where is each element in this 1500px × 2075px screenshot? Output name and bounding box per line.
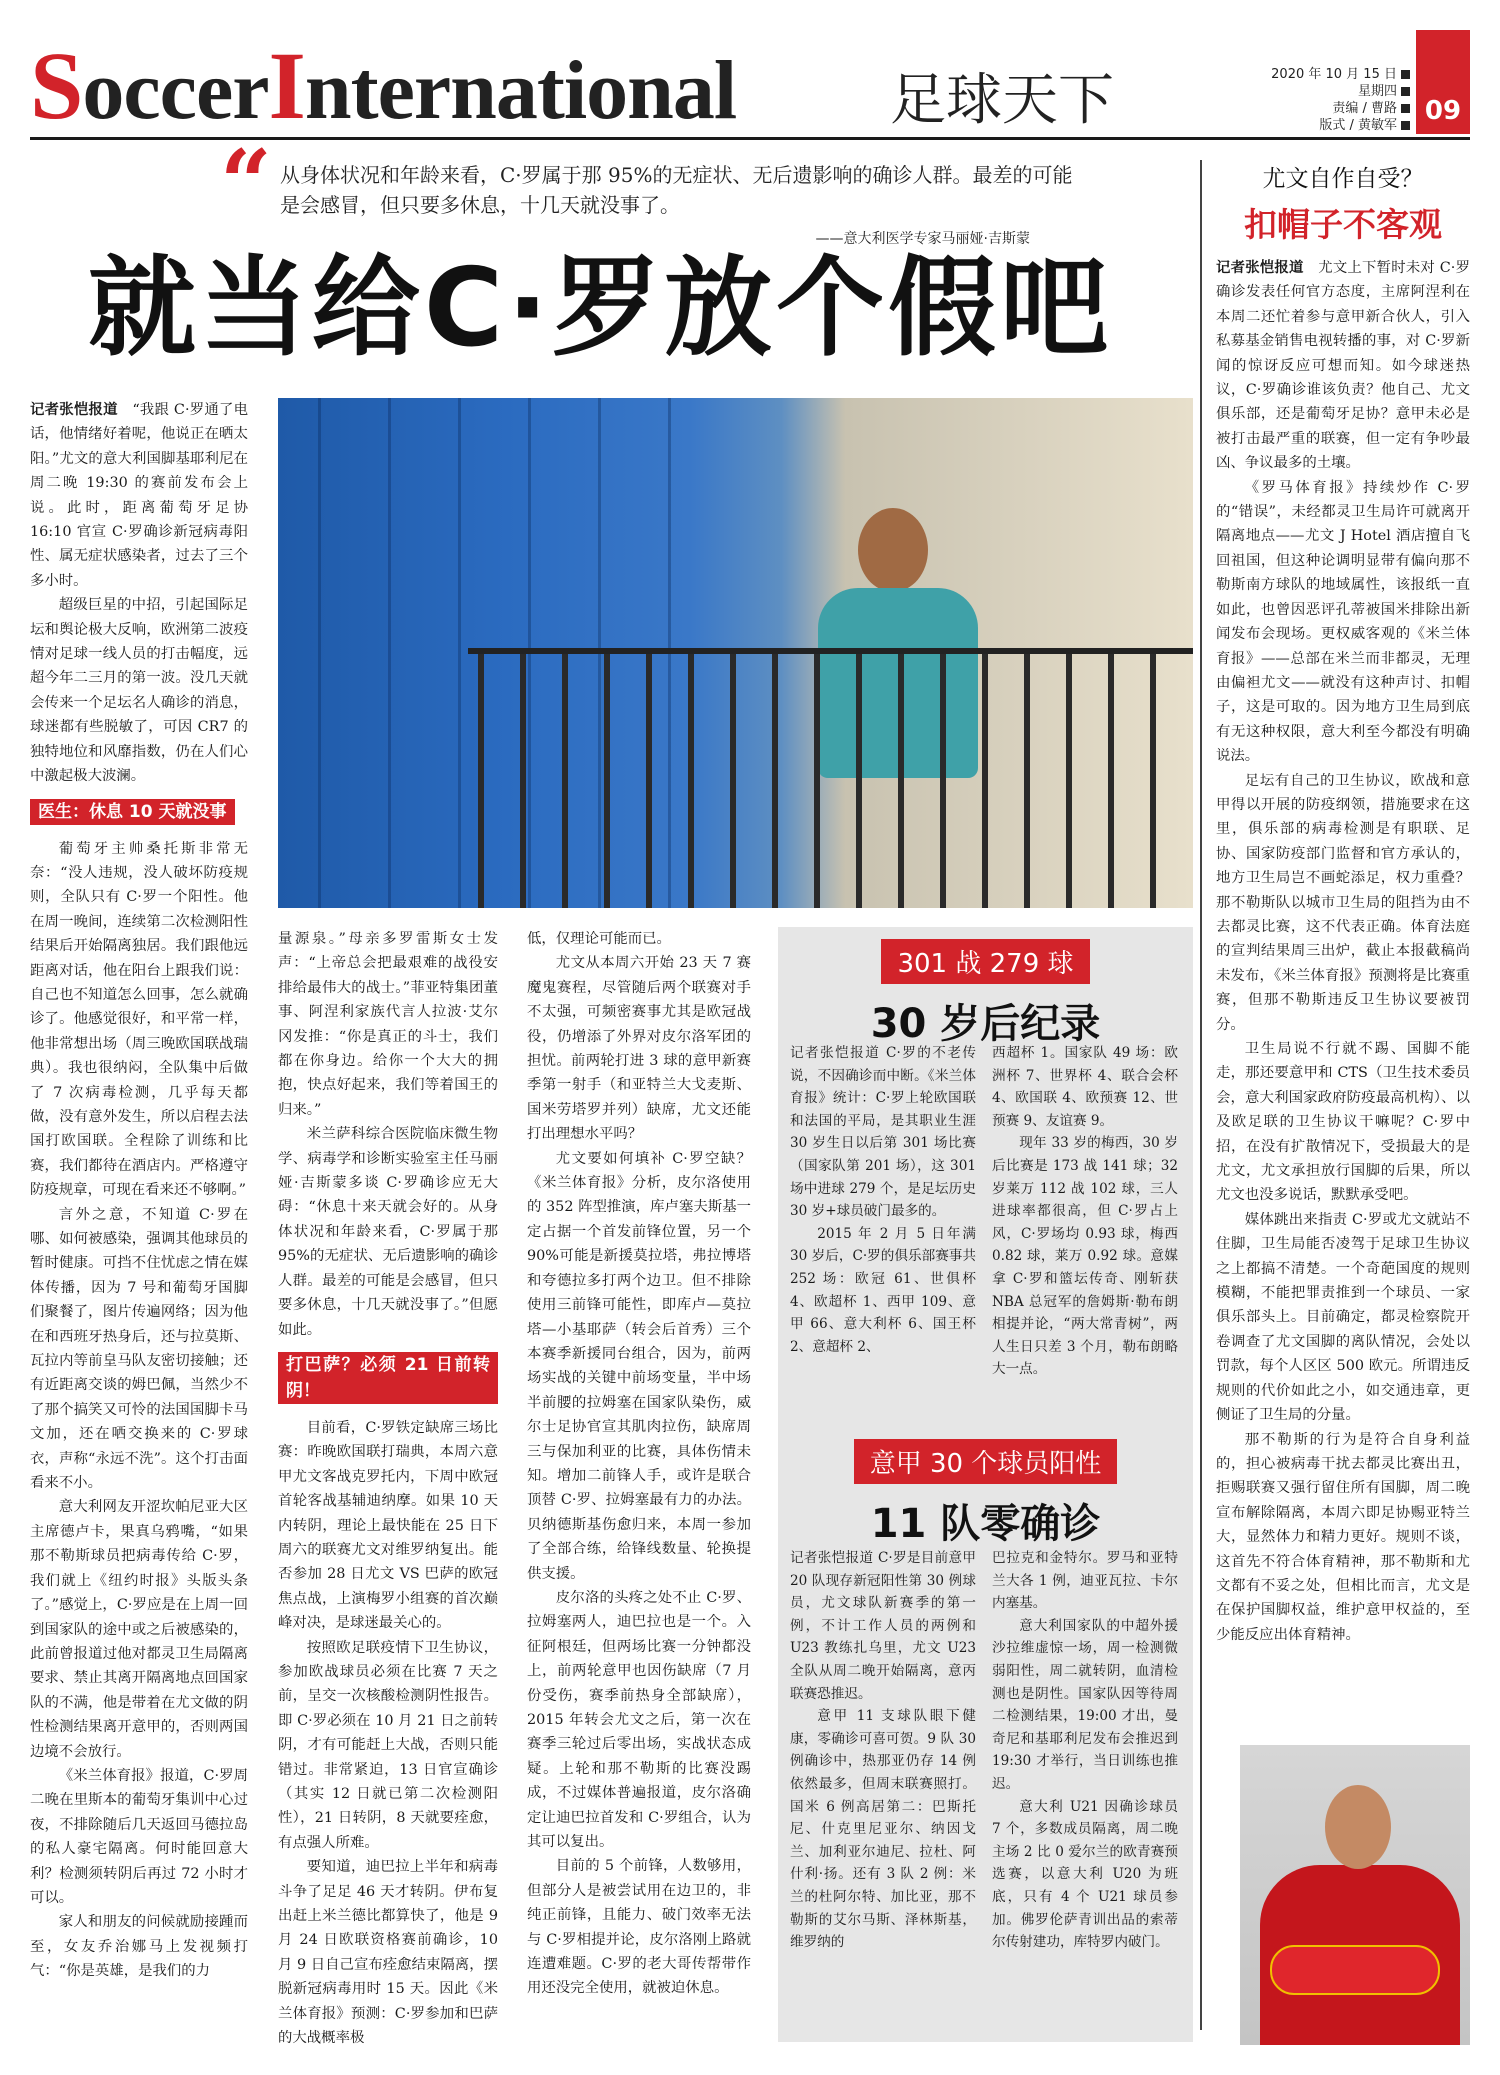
- paragraph: 要知道，迪巴拉上半年和病毒斗争了足足 46 天才转阴。伊布复出赶上米兰德比都算快了，他是 9 月 24 日欧联资格赛前确诊，10 月 9 日自己宣布痊愈结束隔离，摆脱新冠病毒用时 15 天。因此《米兰体育报》预测：C·罗参加和巴萨的大战概率极: [278, 1859, 498, 2047]
- paragraph: 记者张恺报道 “我跟 C·罗通了电话，他情绪好着呢，他说正在晒太阳。”尤文的意大利国脚基耶利尼在周二晚 19:30 的赛前发布会上说。此时，距离葡萄牙足协 16:10 官宣 C·罗确诊新冠病毒阳性、属无症状感染者，过去了三个多小时。: [30, 402, 248, 589]
- brand-title-part: occer: [82, 44, 269, 137]
- masthead: [30, 30, 1470, 140]
- balcony-bar: [730, 654, 736, 908]
- issue-weekday: 星期四: [1357, 84, 1397, 99]
- balcony-bar: [1108, 654, 1114, 908]
- paragraph: 意大利国家队的中超外援沙拉维虚惊一场，周一检测微弱阳性，周二就转阴，血清检测也是阴性。国家队因等待周二检测结果，19:00 才出，曼奇尼和基耶利尼发布会推迟到 19:30 才举行，当日训练也推迟。: [992, 1617, 1178, 1792]
- paragraph: 2015 年 2 月 5 日年满 30 岁后，C·罗的俱乐部赛事共 252 场：欧冠 61、世俱杯 4、欧超杯 1、西甲 109、意甲 66、意大利杯 6、国王杯 2、意超杯 2、: [790, 1225, 976, 1355]
- balcony-bar: [646, 654, 652, 908]
- paragraph: 西超杯 1。国家队 49 场：欧洲杯 7、世界杯 4、联合会杯 4、欧国联 4、欧预赛 12、世预赛 9、友谊赛 9。: [992, 1045, 1178, 1129]
- balcony-rail: [468, 648, 1193, 654]
- sidebar-kicker: 尤文自作自受？: [1262, 166, 1424, 192]
- pull-quote-text: 从身体状况和年龄来看，C·罗属于那 95%的无症状、无后遗影响的确诊人群。最差的可能是会感冒，但只要多休息，十几天就没事了。: [280, 163, 1073, 217]
- paragraph: 意甲 11 支球队眼下健康，零确诊可喜可贺。9 队 30 例确诊中，热那亚仍存 14 例依然最多，但周末联赛照打。国米 6 例高居第二：巴斯托尼、什克里尼亚尔、纳因戈兰、加利亚尔迪尼、拉杜、阿什利·扬。还有 3 队 2 例：米兰的杜阿尔特、加比亚，那不勒斯的艾尔马斯、泽林斯基，维罗纳的: [790, 1708, 976, 1951]
- issue-info: [1271, 66, 1410, 134]
- brand-title: [30, 32, 737, 139]
- stats-headline-2: 11 队零确诊: [870, 1501, 1101, 1547]
- balcony-bar: [856, 654, 862, 908]
- sidebar-title: 扣帽子不客观: [1244, 205, 1442, 244]
- paragraph: 媒体跳出来指责 C·罗或尤文就站不住脚，卫生局能否凌驾于足球卫生协议之上都搞不清楚。一个奇葩国度的规则模糊，不能把罪责推到一个球员、一家俱乐部头上。目前确定，都灵检察院开卷调查了尤文国脚的离队情况，会处以罚款，每个人区区 500 欧元。所谓违反规则的代价如此之小，如交通违章，更侧证了卫生局的分量。: [1216, 1211, 1470, 1424]
- square-bullet-icon: [1401, 104, 1410, 113]
- brand-chinese-title: 足球天下: [890, 68, 1114, 133]
- paragraph: 《米兰体育报》报道，C·罗周二晚在里斯本的葡萄牙集训中心过夜，不排除随后几天返回马德拉岛的私人豪宅隔离。何时能回意大利？检测须转阴后再过 72 小时才可以。: [30, 1767, 248, 1906]
- balcony-bar: [604, 654, 610, 908]
- player-face: [1325, 1785, 1391, 1869]
- square-bullet-icon: [1401, 70, 1410, 79]
- stats-column-b: [992, 1042, 1178, 1381]
- balcony-bar: [1024, 654, 1030, 908]
- issue-date: 2020 年 10 月 15 日: [1271, 67, 1397, 82]
- paragraph: 葡萄牙主帅桑托斯非常无奈：“没人违规，没人破坏防疫规则，全队只有 C·罗一个阳性。他在周一晚间，连续第二次检测阳性结果后开始隔离独居。我们跟他远距离对话，他在阳台上跟我们说：自己也不知道怎么回事，怎么就确诊了。他感觉很好，和平常一样，他非常想出场（周三晚欧国联战瑞典）。我也很纳闷，全队集中后做了 7 次病毒检测，几乎每天都做，没有意外发生，所以启程去法国打欧国联。全程除了训练和比赛，我们都待在酒店内。严格遵守防疫规章，可现在看来还不够啊。”: [30, 840, 248, 1199]
- paragraph: 巴拉克和金特尔。罗马和亚特兰大各 1 例，迪亚瓦拉、卡尔内塞基。: [992, 1550, 1178, 1612]
- issue-layout: 版式 / 黄敏军: [1319, 118, 1397, 133]
- balcony-bar: [1066, 654, 1072, 908]
- paragraph: 尤文要如何填补 C·罗空缺？《米兰体育报》分析，皮尔洛使用的 352 阵型推演，库卢塞夫斯基一定占据一个首发前锋位置，另一个 90%可能是新援莫拉塔，弗拉博塔和夸德拉多打两个边卫。但不排除使用三前锋可能性，即库卢—莫拉塔—小基耶萨（转会后首秀）三个本赛季新援同台组合，因为，前两场实战的关键中前场变量，半中场半前腰的拉姆塞在国家队染伤，威尔士足协官宣其肌肉拉伤，缺席周三与保加利亚的比赛，具体伤情未知。增加二前锋人手，或许是联合顶替 C·罗、拉姆塞最有力的办法。贝纳德斯基伤愈归来，本周一参加了全部合练，给锋线数量、轮换提供支援。: [527, 1150, 751, 1582]
- player-portrait-photo: [1240, 1745, 1470, 2045]
- player-head: [858, 508, 928, 592]
- paragraph: 《罗马体育报》持续炒作 C·罗的“错误”，未经都灵卫生局许可就离开隔离地点——尤文 J Hotel 酒店擅自飞回祖国，但这种论调明显带有偏向那不勒斯南方球队的地域属性，该报纸一直如此，也曾因恶评孔蒂被国米排除出新闻发布会现场。更权威客观的《米兰体育报》——总部在米兰而非都灵，无理由偏袒尤文——就没有这种声讨、扣帽子，这是可取的。因为地方卫生局到底有无这种权限，意大利至今都没有明确说法。: [1216, 479, 1470, 765]
- paragraph: 足坛有自己的卫生协议，欧战和意甲得以开展的防疫纲领，措施要求在这里，俱乐部的病毒检测是有职联、足协、国家防疫部门监督和官方承认的，地方卫生局岂不画蛇添足，权力重叠？那不勒斯队以城市卫生局的阻挡为由不去都灵比赛，这不代表正确。体育法庭的宣判结果周三出炉，截止本报截稿尚未发布，《米兰体育报》预测将是比赛重赛，但那不勒斯违反卫生协议要被罚分。: [1216, 772, 1470, 1033]
- byline: 记者张恺报道: [30, 402, 118, 418]
- stats-label-1: 301 战 279 球: [881, 939, 1089, 984]
- curtain-fold: [318, 398, 321, 908]
- stats-headline-1: 30 岁后纪录: [870, 1001, 1101, 1047]
- paragraph: 记者张恺报道 C·罗是目前意甲 20 队现存新冠阳性第 30 例球员，尤文球队新赛季的第一例，不计工作人员的两例和 U23 教练扎乌里，尤文 U23 全队从周二晚开始隔离，意丙联赛恐推迟。: [790, 1550, 976, 1702]
- paragraph: 意大利 U21 因确诊球员 7 个，多数成员隔离，周二晚主场 2 比 0 爱尔兰的欧青赛预选赛，以意大利 U20 为班底，只有 4 个 U21 球员参加。佛罗伦萨青训出品的索蒂尔传射建功，库特罗内破门。: [992, 1798, 1178, 1951]
- balcony-bar: [688, 654, 694, 908]
- curtain-fold: [388, 398, 391, 908]
- balcony-bar: [940, 654, 946, 908]
- paragraph: 现年 33 岁的梅西，30 岁后比赛是 173 战 141 球；32 岁莱万 112 战 102 球，三人进球率都很高，但 C·罗占上风，C·罗场均 0.93 球，梅西 0.82 球，莱万 0.92 球。意媒拿 C·罗和篮坛传奇、刚斩获 NBA 总冠军的詹姆斯·勒布朗相提并论，“两大常青树”，两人生日只差 3 个月，勒布朗略大一点。: [992, 1135, 1178, 1378]
- issue-editor: 责编 / 曹路: [1332, 101, 1397, 116]
- paragraph: 米兰萨科综合医院临床微生物学、病毒学和诊断实验室主任马丽娅·吉斯蒙多谈 C·罗确诊应无大碍：“休息十来天就会好的。从身体状况和年龄来看，C·罗属于那 95%的无症状、无后遗影响的确诊人群。最差的可能是会感冒，但只要多休息，十几天就没事了。”但愿如此。: [278, 1126, 498, 1338]
- paragraph: 按照欧足联疫情下卫生协议，参加欧战球员必须在比赛 7 天之前，呈交一次核酸检测阴性报告。即 C·罗必须在 10 月 21 日之前转阴，才有可能赶上大战，否则只能错过。非常紧迫，13 日官宣确诊（其实 12 日就已第二次检测阳性），21 日转阴，8 天就要痊愈，有点强人所难。: [278, 1639, 498, 1851]
- balcony-bar: [898, 654, 904, 908]
- stats-column-c: [790, 1547, 976, 1954]
- sidebar: [1216, 160, 1470, 1647]
- paragraph: 家人和朋友的问候就励接踵而至，女友乔治娜马上发视频打气：“你是英雄，是我们的力: [30, 1914, 248, 1980]
- main-photo: [278, 398, 1193, 908]
- paragraph: 卫生局说不行就不踢、国脚不能走，那还要意甲和 CTS（卫生技术委员会，意大利国家政府防疫最高机构）、以及欧足联的卫生协议干嘛呢？C·罗中招，在没有扩散情况下，受损最大的是尤文，尤文承担放行国脚的后果，所以尤文也没多说话，默默承受吧。: [1216, 1041, 1470, 1204]
- square-bullet-icon: [1401, 121, 1410, 130]
- stats-column-a: [790, 1042, 976, 1358]
- football-boots: [1270, 1945, 1440, 1995]
- paragraph: 那不勒斯的行为是符合自身利益的，担心被病毒干扰去都灵比赛出丑，拒赐联赛又强行留住所有国脚，周二晚宣布解除隔离，本周六即足协赐亚特兰大，显然体力和精力更好。规则不谈，这首先不符合体育精神，那不勒斯和尤文都有不妥之处，但相比而言，尤文是在保护国脚权益，维护意甲权益的，至少能反应出体育精神。: [1216, 1431, 1470, 1643]
- pull-quote-source: ——意大利医学专家马丽娅·吉斯蒙: [815, 231, 1030, 247]
- page-number: 09: [1416, 30, 1470, 134]
- stats-column-d: [992, 1547, 1178, 1954]
- stats-label-2: 意甲 30 个球员阳性: [854, 1439, 1118, 1484]
- brand-title-part: S: [30, 32, 83, 139]
- sidebar-divider: [1200, 160, 1202, 2030]
- subhead: 打巴萨？必须 21 日前转阴！: [278, 1352, 498, 1404]
- main-headline: 就当给C·罗放个假吧: [87, 246, 1113, 371]
- brand-title-part: I: [268, 32, 305, 139]
- stats-section-2: [778, 1427, 1193, 1549]
- brand-title-part: nternational: [304, 44, 737, 137]
- balcony-bar: [478, 654, 484, 908]
- column-2: [278, 927, 498, 2050]
- paragraph: 目前看，C·罗铁定缺席三场比赛：昨晚欧国联打瑞典，本周六意甲尤文客战克罗托内，下周中欧冠首轮客战基辅迪纳摩。如果 10 天内转阴，理论上最快能在 25 日下周六的联赛尤文对维罗纳复出。能否参加 28 日尤文 VS 巴萨的欧冠焦点战，上演梅罗小组赛的首次巅峰对决，是球迷最关心的。: [278, 1419, 498, 1632]
- paragraph: 量源泉。”母亲多罗雷斯女士发声：“上帝总会把最艰难的战役安排给最伟大的战士。”菲亚特集团董事、阿涅利家族代言人拉波·艾尔冈发推：“你是真正的斗士，我们都在你身边。给你一个大大的拥抱，快点好起来，我们等着国王的归来。”: [278, 931, 498, 1118]
- paragraph: 皮尔洛的头疼之处不止 C·罗、拉姆塞两人，迪巴拉也是一个。入征阿根廷，但两场比赛一分钟都没上，前两轮意甲也因伤缺席（7 月份受伤，赛季前热身全部缺席），2015 年转会尤文之后，第一次在赛季三轮过后零出场，实战状态成疑。上轮和那不勒斯的比赛没踢成，不过媒体普遍报道，皮尔洛确定让迪巴拉首发和 C·罗组合，认为其可以复出。: [527, 1589, 751, 1851]
- subhead: 医生：休息 10 天就没事: [30, 799, 235, 825]
- balcony-bar: [814, 654, 820, 908]
- byline: 记者张恺报道: [1216, 260, 1304, 276]
- stats-box: [778, 927, 1193, 2042]
- pull-quote: [220, 130, 1090, 252]
- column-3: [527, 927, 751, 2001]
- curtain-fold: [458, 398, 461, 908]
- paragraph: 记者张恺报道 尤文上下暂时未对 C·罗确诊发表任何官方态度，主席阿涅利在本周二还忙着参与意甲新合伙人，引入私募基金销售电视转播的事，对 C·罗新闻的惊讶反应可想而知。如今球迷热议，C·罗确诊谁该负责？他自己、尤文俱乐部，还是葡萄牙足协？意甲未必是被打击最严重的联赛，但一定有争吵最凶、争议最多的土壤。: [1216, 260, 1470, 472]
- quote-mark-icon: “: [220, 130, 272, 236]
- balcony-bar: [1150, 654, 1156, 908]
- square-bullet-icon: [1401, 87, 1410, 96]
- paragraph: 超级巨星的中招，引起国际足坛和舆论极大反响，欧洲第二波疫情对足球一线人员的打击幅度，远超今年二三月的第一波。没几天就会传来一个足坛名人确诊的消息，球迷都有些脱敏了，可因 CR7 的独特地位和风靡指数，仍在人们心中激起极大波澜。: [30, 597, 248, 785]
- paragraph: 尤文从本周六开始 23 天 7 赛魔鬼赛程，尽管随后两个联赛对手不太强，可频密赛事尤其是欧冠战役，仍增添了外界对皮尔洛军团的担忧。前两轮打进 3 球的意甲新赛季第一射手（和亚特兰大戈麦斯、国米劳塔罗并列）缺席，尤文还能打出理想水平吗？: [527, 955, 751, 1143]
- balcony-bar: [520, 654, 526, 908]
- balcony-bar: [562, 654, 568, 908]
- paragraph: 记者张恺报道 C·罗的不老传说，不因确诊而中断。《米兰体育报》统计：C·罗上轮欧国联和法国的平局，是其职业生涯 30 岁生日以后第 301 场比赛（国家队第 201 场），这 301 场中进球 279 个，是足坛历史 30 岁+球员破门最多的。: [790, 1045, 976, 1220]
- paragraph: 低，仅理论可能而已。: [527, 931, 671, 947]
- paragraph: 意大利网友开涩坎帕尼亚大区主席德卢卡，果真乌鸦嘴，“如果那不勒斯球员把病毒传给 C·罗，我们就上《纽约时报》头版头条了。”感觉上，C·罗应是在上周一回到国家队的途中或之后被感染的，此前曾报道过他对都灵卫生局隔离要求、禁止其离开隔离地点回国家队的不满，他是带着在尤文做的阴性检测结果离开意甲的，否则两国边境不会放行。: [30, 1499, 248, 1760]
- player-on-balcony: [778, 508, 998, 828]
- balcony-bar: [772, 654, 778, 908]
- sidebar-text: [1216, 256, 1470, 1647]
- paragraph: 目前的 5 个前锋，人数够用，但部分人是被尝试用在边卫的，非纯正前锋，且能力、破门效率无法与 C·罗相提并论，皮尔洛刚上路就连遭难题。C·罗的老大哥传帮带作用还没完全使用，就被迫休息。: [527, 1858, 751, 1997]
- paragraph: 言外之意，不知道 C·罗在哪、如何被感染，强调其他球员的暂时健康。可挡不住忧虑之情在媒体传播，因为 7 号和葡萄牙国脚们聚餐了，图片传遍网络；因为他在和西班牙热身后，还与拉莫斯、瓦拉内等前皇马队友密切接触；还有近距离交谈的姆巴佩，当然少不了那个搞笑又可怜的法国国脚卡马文加，还在哂交换来的 C·罗球衣，声称“永远不洗”。这个打击面看来不小。: [30, 1206, 248, 1492]
- balcony-bar: [982, 654, 988, 908]
- column-1: [30, 398, 248, 1984]
